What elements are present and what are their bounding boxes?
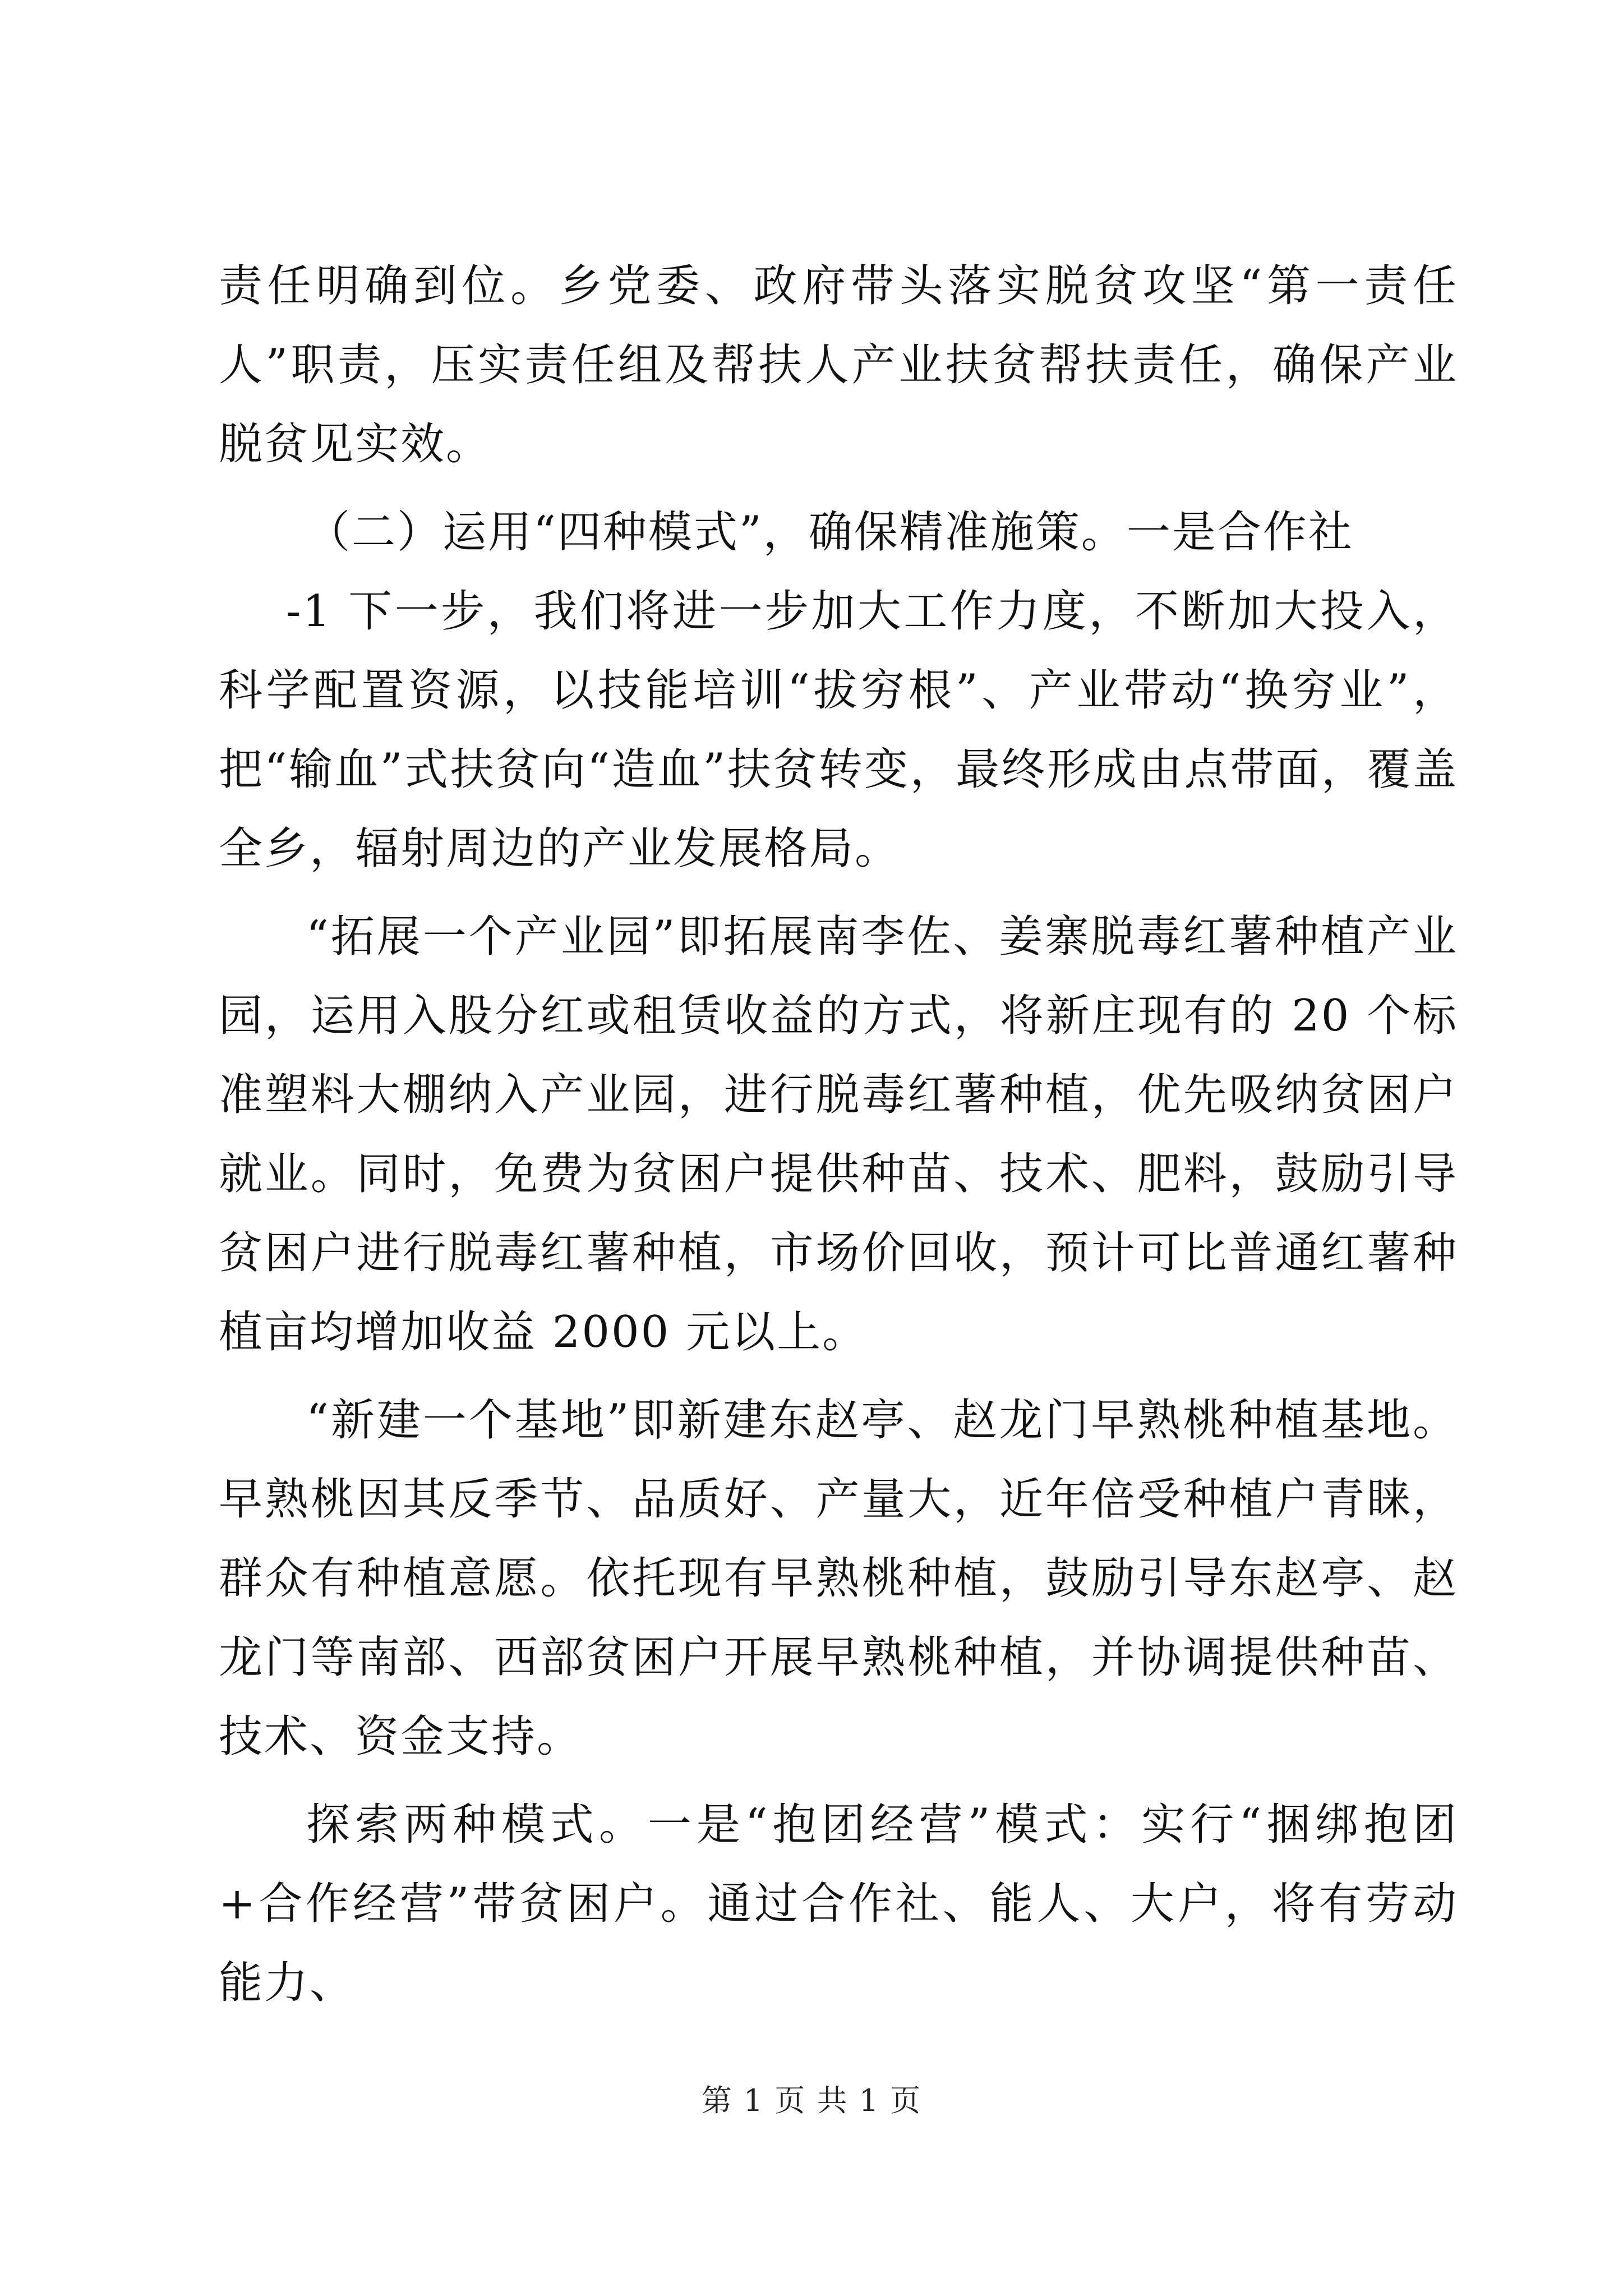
paragraph-responsibility: 责任明确到位。乡党委、政府带头落实脱贫攻坚“第一责任人”职责，压实责任组及帮扶人产业扶贫帮扶责任，确保产业脱贫见实效。 [219, 261, 1458, 470]
paragraph-industrial-park: “拓展一个产业园”即拓展南李佐、姜寨脱毒红薯种植产业园，运用入股分红或租赁收益的方式，将新庄现有的 20 个标准塑料大棚纳入产业园，进行脱毒红薯种植，优先吸纳贫困户就业。同时，免费为贫困户提供种苗、技术、肥料，鼓励引导贫困户进行脱毒红薯种植，市场价回收，预计可比普通红薯种植亩均增加收益 2000 元以上。 [219, 912, 1458, 1358]
paragraph-four-models-heading: （二）运用“四种模式”，确保精准施策。一是合作社 [306, 507, 1354, 558]
paragraph-two-models: 探索两种模式。一是“抱团经营”模式：实行“捆绑抱团+合作经营”带贫困户。通过合作社、能人、大户，将有劳动能力、 [219, 1800, 1458, 2008]
document-body [219, 247, 1458, 2023]
paragraph-new-base: “新建一个基地”即新建东赵亭、赵龙门早熟桃种植基地。早熟桃因其反季节、品质好、产量大，近年倍受种植户青睐，群众有种植意愿。依托现有早熟桃种植，鼓励引导东赵亭、赵龙门等南部、西部贫困户开展早熟桃种植，并协调提供种苗、技术、资金支持。 [219, 1395, 1458, 1762]
paragraph-next-steps: -1 下一步，我们将进一步加大工作力度，不断加大投入，科学配置资源，以技能培训“拔穷根”、产业带动“换穷业”，把“输血”式扶贫向“造血”扶贫转变，最终形成由点带面，覆盖全乡，辐射周边的产业发展格局。 [219, 586, 1458, 874]
page-footer: 第 1 页 共 1 页 [701, 2083, 922, 2118]
